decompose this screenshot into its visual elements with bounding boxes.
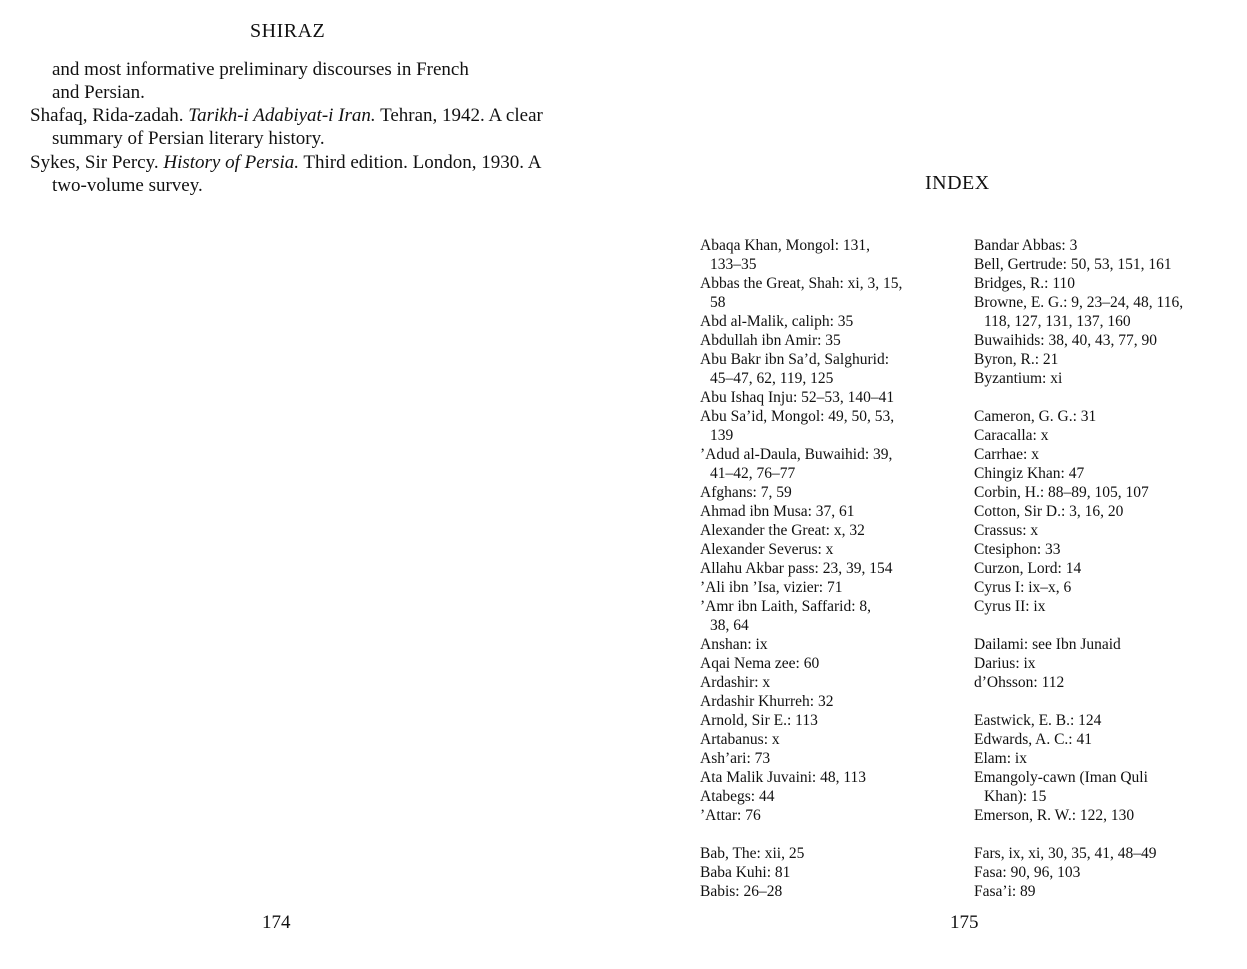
page-number: 175 <box>950 912 979 933</box>
index-entry-text: Ata Malik Juvaini: 48, 113 <box>700 769 867 786</box>
index-entry <box>974 806 1234 825</box>
index-entry-text: Ardashir Khurreh: 32 <box>700 693 834 710</box>
index-entry-text: Ash’ari: 73 <box>700 750 771 767</box>
index-entry-text: Aqai Nema zee: 60 <box>700 655 820 672</box>
index-entry-text: Arnold, Sir E.: 113 <box>700 712 818 729</box>
index-entry-text: Edwards, A. C.: 41 <box>974 731 1092 748</box>
index-entry-continuation: Khan): 15 <box>984 788 1047 805</box>
bibliography-entry <box>30 58 562 104</box>
index-entry <box>700 787 950 806</box>
index-entry <box>974 654 1234 673</box>
running-head: SHIRAZ <box>250 20 326 42</box>
index-entry-text: Chingiz Khan: 47 <box>974 465 1085 482</box>
index-entry-text: Eastwick, E. B.: 124 <box>974 712 1102 729</box>
index-entry-text: d’Ohsson: 112 <box>974 674 1065 691</box>
index-entry-text: Carrhae: x <box>974 446 1039 463</box>
index-entry <box>700 559 950 578</box>
index-entry-continuation: 118, 127, 131, 137, 160 <box>984 313 1131 330</box>
index-entry-text: Darius: ix <box>974 655 1036 672</box>
index-entry-text: ’Attar: 76 <box>700 807 761 824</box>
index-entry <box>974 521 1234 540</box>
index-entry <box>700 844 950 863</box>
bibliography-entry <box>30 151 562 197</box>
index-entry-text: Ctesiphon: 33 <box>974 541 1061 558</box>
entry-details: Tehran, 1942. A clear summary of Persian literary history. <box>52 105 543 149</box>
index-entry <box>700 597 950 635</box>
index-entry <box>974 635 1234 654</box>
index-entry-text: Crassus: x <box>974 522 1039 539</box>
index-entry-text: Dailami: see Ibn Junaid <box>974 636 1121 653</box>
index-entry <box>974 768 1234 806</box>
index-entry-continuation: 45–47, 62, 119, 125 <box>710 370 834 387</box>
index-entry <box>700 578 950 597</box>
index-entry <box>700 350 950 388</box>
index-entry-text: Alexander the Great: x, 32 <box>700 522 865 539</box>
index-gap <box>700 825 950 844</box>
index-gap <box>974 388 1234 407</box>
left-page <box>0 0 620 969</box>
index-column-1 <box>700 236 950 901</box>
index-entry-text: Abu Bakr ibn Sa’d, Salghurid: <box>700 351 889 368</box>
index-entry-continuation: 41–42, 76–77 <box>710 465 796 482</box>
index-entry-text: Abaqa Khan, Mongol: 131, <box>700 237 871 254</box>
bibliography-line: and most informative preliminary discourses in French <box>52 59 469 80</box>
index-entry <box>700 388 950 407</box>
index-entry <box>974 540 1234 559</box>
bibliography <box>30 58 562 198</box>
index-entry <box>974 863 1234 882</box>
index-entry-text: Cameron, G. G.: 31 <box>974 408 1097 425</box>
index-entry <box>974 749 1234 768</box>
index-entry <box>974 711 1234 730</box>
index-entry-text: Cotton, Sir D.: 3, 16, 20 <box>974 503 1124 520</box>
index-entry-text: Fasa: 90, 96, 103 <box>974 864 1081 881</box>
index-entry-text: Corbin, H.: 88–89, 105, 107 <box>974 484 1149 501</box>
index-entry <box>974 597 1234 616</box>
index-entry <box>974 274 1234 293</box>
index-entry-text: Emerson, R. W.: 122, 130 <box>974 807 1135 824</box>
index-entry <box>974 730 1234 749</box>
index-entry-continuation: 58 <box>710 294 726 311</box>
index-entry <box>974 464 1234 483</box>
index-entry-text: Abu Ishaq Inju: 52–53, 140–41 <box>700 389 895 406</box>
index-entry <box>700 274 950 312</box>
index-entry-text: Browne, E. G.: 9, 23–24, 48, 116, <box>974 294 1184 311</box>
index-entry <box>700 312 950 331</box>
index-entry <box>700 236 950 274</box>
index-entry-text: Buwaihids: 38, 40, 43, 77, 90 <box>974 332 1157 349</box>
index-entry-text: Bandar Abbas: 3 <box>974 237 1078 254</box>
index-entry <box>700 445 950 483</box>
index-entry <box>974 350 1234 369</box>
index-entry-text: Cyrus II: ix <box>974 598 1046 615</box>
index-entry-text: Abd al-Malik, caliph: 35 <box>700 313 854 330</box>
page-number: 174 <box>262 912 291 933</box>
index-entry-text: Abdullah ibn Amir: 35 <box>700 332 841 349</box>
index-entry-text: Ardashir: x <box>700 674 771 691</box>
index-entry-text: Artabanus: x <box>700 731 780 748</box>
index-entry <box>974 236 1234 255</box>
index-entry <box>974 445 1234 464</box>
index-entry-continuation: 38, 64 <box>710 617 749 634</box>
index-entry-continuation: 133–35 <box>710 256 757 273</box>
index-entry-text: Ahmad ibn Musa: 37, 61 <box>700 503 855 520</box>
index-entry <box>700 711 950 730</box>
index-entry-text: Babis: 26–28 <box>700 883 783 900</box>
index-entry-text: Curzon, Lord: 14 <box>974 560 1082 577</box>
index-entry <box>974 559 1234 578</box>
index-entry-text: Afghans: 7, 59 <box>700 484 792 501</box>
index-entry <box>974 502 1234 521</box>
index-entry <box>700 749 950 768</box>
index-entry <box>700 521 950 540</box>
index-entry-text: Fars, ix, xi, 30, 35, 41, 48–49 <box>974 845 1157 862</box>
index-entry-continuation: 139 <box>710 427 734 444</box>
index-entry-text: Byron, R.: 21 <box>974 351 1059 368</box>
index-entry-text: Allahu Akbar pass: 23, 39, 154 <box>700 560 893 577</box>
index-entry <box>700 863 950 882</box>
index-entry <box>974 407 1234 426</box>
index-gap <box>974 825 1234 844</box>
bibliography-entry <box>30 104 562 150</box>
index-entry <box>700 502 950 521</box>
index-entry <box>974 844 1234 863</box>
index-entry-text: Abbas the Great, Shah: xi, 3, 15, <box>700 275 903 292</box>
index-entry-text: Alexander Severus: x <box>700 541 834 558</box>
index-entry <box>700 730 950 749</box>
index-entry-text: Caracalla: x <box>974 427 1049 444</box>
index-entry-text: Byzantium: xi <box>974 370 1063 387</box>
index-entry <box>700 635 950 654</box>
index-entry <box>700 692 950 711</box>
index-entry-text: ’Amr ibn Laith, Saffarid: 8, <box>700 598 872 615</box>
index-column-2 <box>974 236 1234 901</box>
index-entry <box>700 483 950 502</box>
index-entry-text: Abu Sa’id, Mongol: 49, 50, 53, <box>700 408 895 425</box>
index-entry-text: Bell, Gertrude: 50, 53, 151, 161 <box>974 256 1172 273</box>
index-entry <box>700 806 950 825</box>
index-entry-text: ’Adud al-Daula, Buwaihid: 39, <box>700 446 893 463</box>
index-gap <box>974 692 1234 711</box>
index-entry <box>700 673 950 692</box>
bibliography-line: and Persian. <box>52 82 145 103</box>
index-entry <box>974 369 1234 388</box>
index-entry-text: Anshan: ix <box>700 636 768 653</box>
index-gap <box>974 616 1234 635</box>
index-entry-text: Bridges, R.: 110 <box>974 275 1076 292</box>
right-page <box>620 0 1247 969</box>
index-entry <box>700 331 950 350</box>
index-entry-text: Cyrus I: ix–x, 6 <box>974 579 1072 596</box>
index-entry <box>974 882 1234 901</box>
index-entry-text: Fasa’i: 89 <box>974 883 1036 900</box>
index-entry <box>700 654 950 673</box>
index-entry <box>700 540 950 559</box>
index-entry <box>974 426 1234 445</box>
entry-details: Third edition. London, 1930. A two-volume survey. <box>52 152 541 196</box>
index-title: INDEX <box>925 172 990 194</box>
index-entry-text: Atabegs: 44 <box>700 788 775 805</box>
entry-author: Sykes, Sir Percy. <box>30 152 159 173</box>
index-entry <box>974 293 1234 331</box>
index-entry-text: Baba Kuhi: 81 <box>700 864 791 881</box>
index-entry <box>700 768 950 787</box>
index-entry <box>974 331 1234 350</box>
index-entry <box>974 578 1234 597</box>
index-entry-text: Elam: ix <box>974 750 1027 767</box>
index-entry <box>974 255 1234 274</box>
entry-author: Shafaq, Rida-zadah. <box>30 105 184 126</box>
index-entry-text: Emangoly-cawn (Iman Quli <box>974 769 1148 786</box>
index-entry-text: Bab, The: xii, 25 <box>700 845 805 862</box>
entry-title: History of Persia. <box>163 152 299 173</box>
index-entry <box>700 882 950 901</box>
index-entry <box>700 407 950 445</box>
index-entry <box>974 673 1234 692</box>
entry-title: Tarikh-i Adabiyat-i Iran. <box>188 105 376 126</box>
index-entry-text: ’Ali ibn ’Isa, vizier: 71 <box>700 579 843 596</box>
index-entry <box>974 483 1234 502</box>
